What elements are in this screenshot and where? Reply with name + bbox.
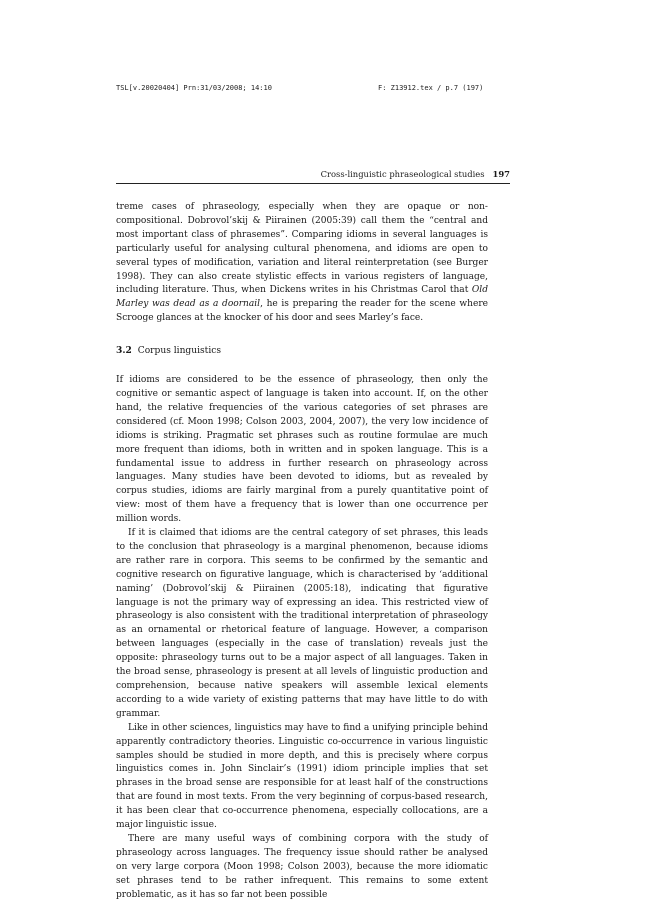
paragraph-1-start: treme cases of phraseology, especially when they are opaque or non-compositional. Dobrovol’skij & Piirainen (2005:39) call them the “central and most important class of phrasemes”. Comparing idioms in several languages is particularly useful for analysing cultural phenomena, and idioms are open to several types of modification, variation and literal reinterpretation (see Burger 1998). They can also create stylistic effects in various registers of language, including literature. Thus, when Dickens writes in his Christmas Carol that <box>116 202 488 296</box>
body-text <box>116 201 488 903</box>
section-title: Corpus linguistics <box>137 346 221 357</box>
paragraph-4: Like in other sciences, linguistics may have to find a unifying principle behind apparently contradictory theories. Linguistic co-occurrence in various linguistic samples should be studied in more depth, and this is precisely where corpus linguistics comes in. John Sinclair’s (1991) idiom principle implies that set phrases in the broad sense are responsible for at least half of the constructions that are found in most texts. From the very beginning of corpus-based research, it has been clear that co-occurrence phenomena, especially collocations, are a major linguistic issue. <box>116 722 488 831</box>
print-metadata-left: TSL[v.20020404] Prn:31/03/2008; 14:10 <box>116 84 272 92</box>
paragraph-3: If it is claimed that idioms are the central category of set phrases, this leads to the conclusion that phraseology is a marginal phenomenon, because idioms are rather rare in corpora. This seems to be confirmed by the semantic and cognitive research on figurative language, which is characterised by ‘additional naming’ (Dobrovol’skij & Piirainen (2005:18), indicating that figurative language is not the primary way of expressing an idea. This restricted view of phraseology is also consistent with the traditional interpretation of phraseology as an ornamental or rhetorical feature of language. However, a comparison between languages (especially in the case of translation) reveals just the opposite: phraseology turns out to be a major aspect of all languages. Taken in the broad sense, phraseology is present at all levels of linguistic production and comprehension, because native speakers will assemble lexical elements according to a wide variety of existing patterns that may have little to do with grammar. <box>116 528 488 719</box>
paragraph-1-italic: Old Marley was dead as a doornail <box>116 285 488 310</box>
page-number: 197 <box>492 169 510 179</box>
paragraph-1 <box>116 201 488 326</box>
paragraph-2: If idioms are considered to be the essence of phraseology, then only the cognitive or semantic aspect of language is taken into account. If, on the other hand, the relative frequencies of the various categories of set phrases are considered (cf. Moon 1998; Colson 2003, 2004, 2007), the very low incidence of idioms is striking. Pragmatic set phrases such as routine formulae are much more frequent than idioms, both in written and in spoken language. This is a fundamental issue to address in further research on phraseology across languages. Many studies have been devoted to idioms, but as revealed by corpus studies, idioms are fairly marginal from a purely quantitative point of view: most of them have a frequency that is lower than one occurrence per million words. <box>116 375 488 525</box>
print-metadata-right: F: Z13912.tex / p.7 (197) <box>378 84 484 92</box>
section-heading <box>116 344 488 359</box>
running-head <box>116 169 510 179</box>
header-rule <box>116 183 510 184</box>
running-head-title: Cross-linguistic phraseological studies <box>320 169 485 179</box>
paragraph-1-end: , he is preparing the reader for the scene where Scrooge glances at the knocker of his door and sees Marley’s face. <box>116 299 489 324</box>
section-number: 3.2 <box>116 345 132 357</box>
paragraph-5: There are many useful ways of combining corpora with the study of phraseology across languages. The frequency issue should rather be analysed on very large corpora (Moon 1998; Colson 2003), because the more idiomatic set phrases tend to be rather infrequent. This remains to some extent problematic, as it has so far not been possible <box>116 833 488 900</box>
